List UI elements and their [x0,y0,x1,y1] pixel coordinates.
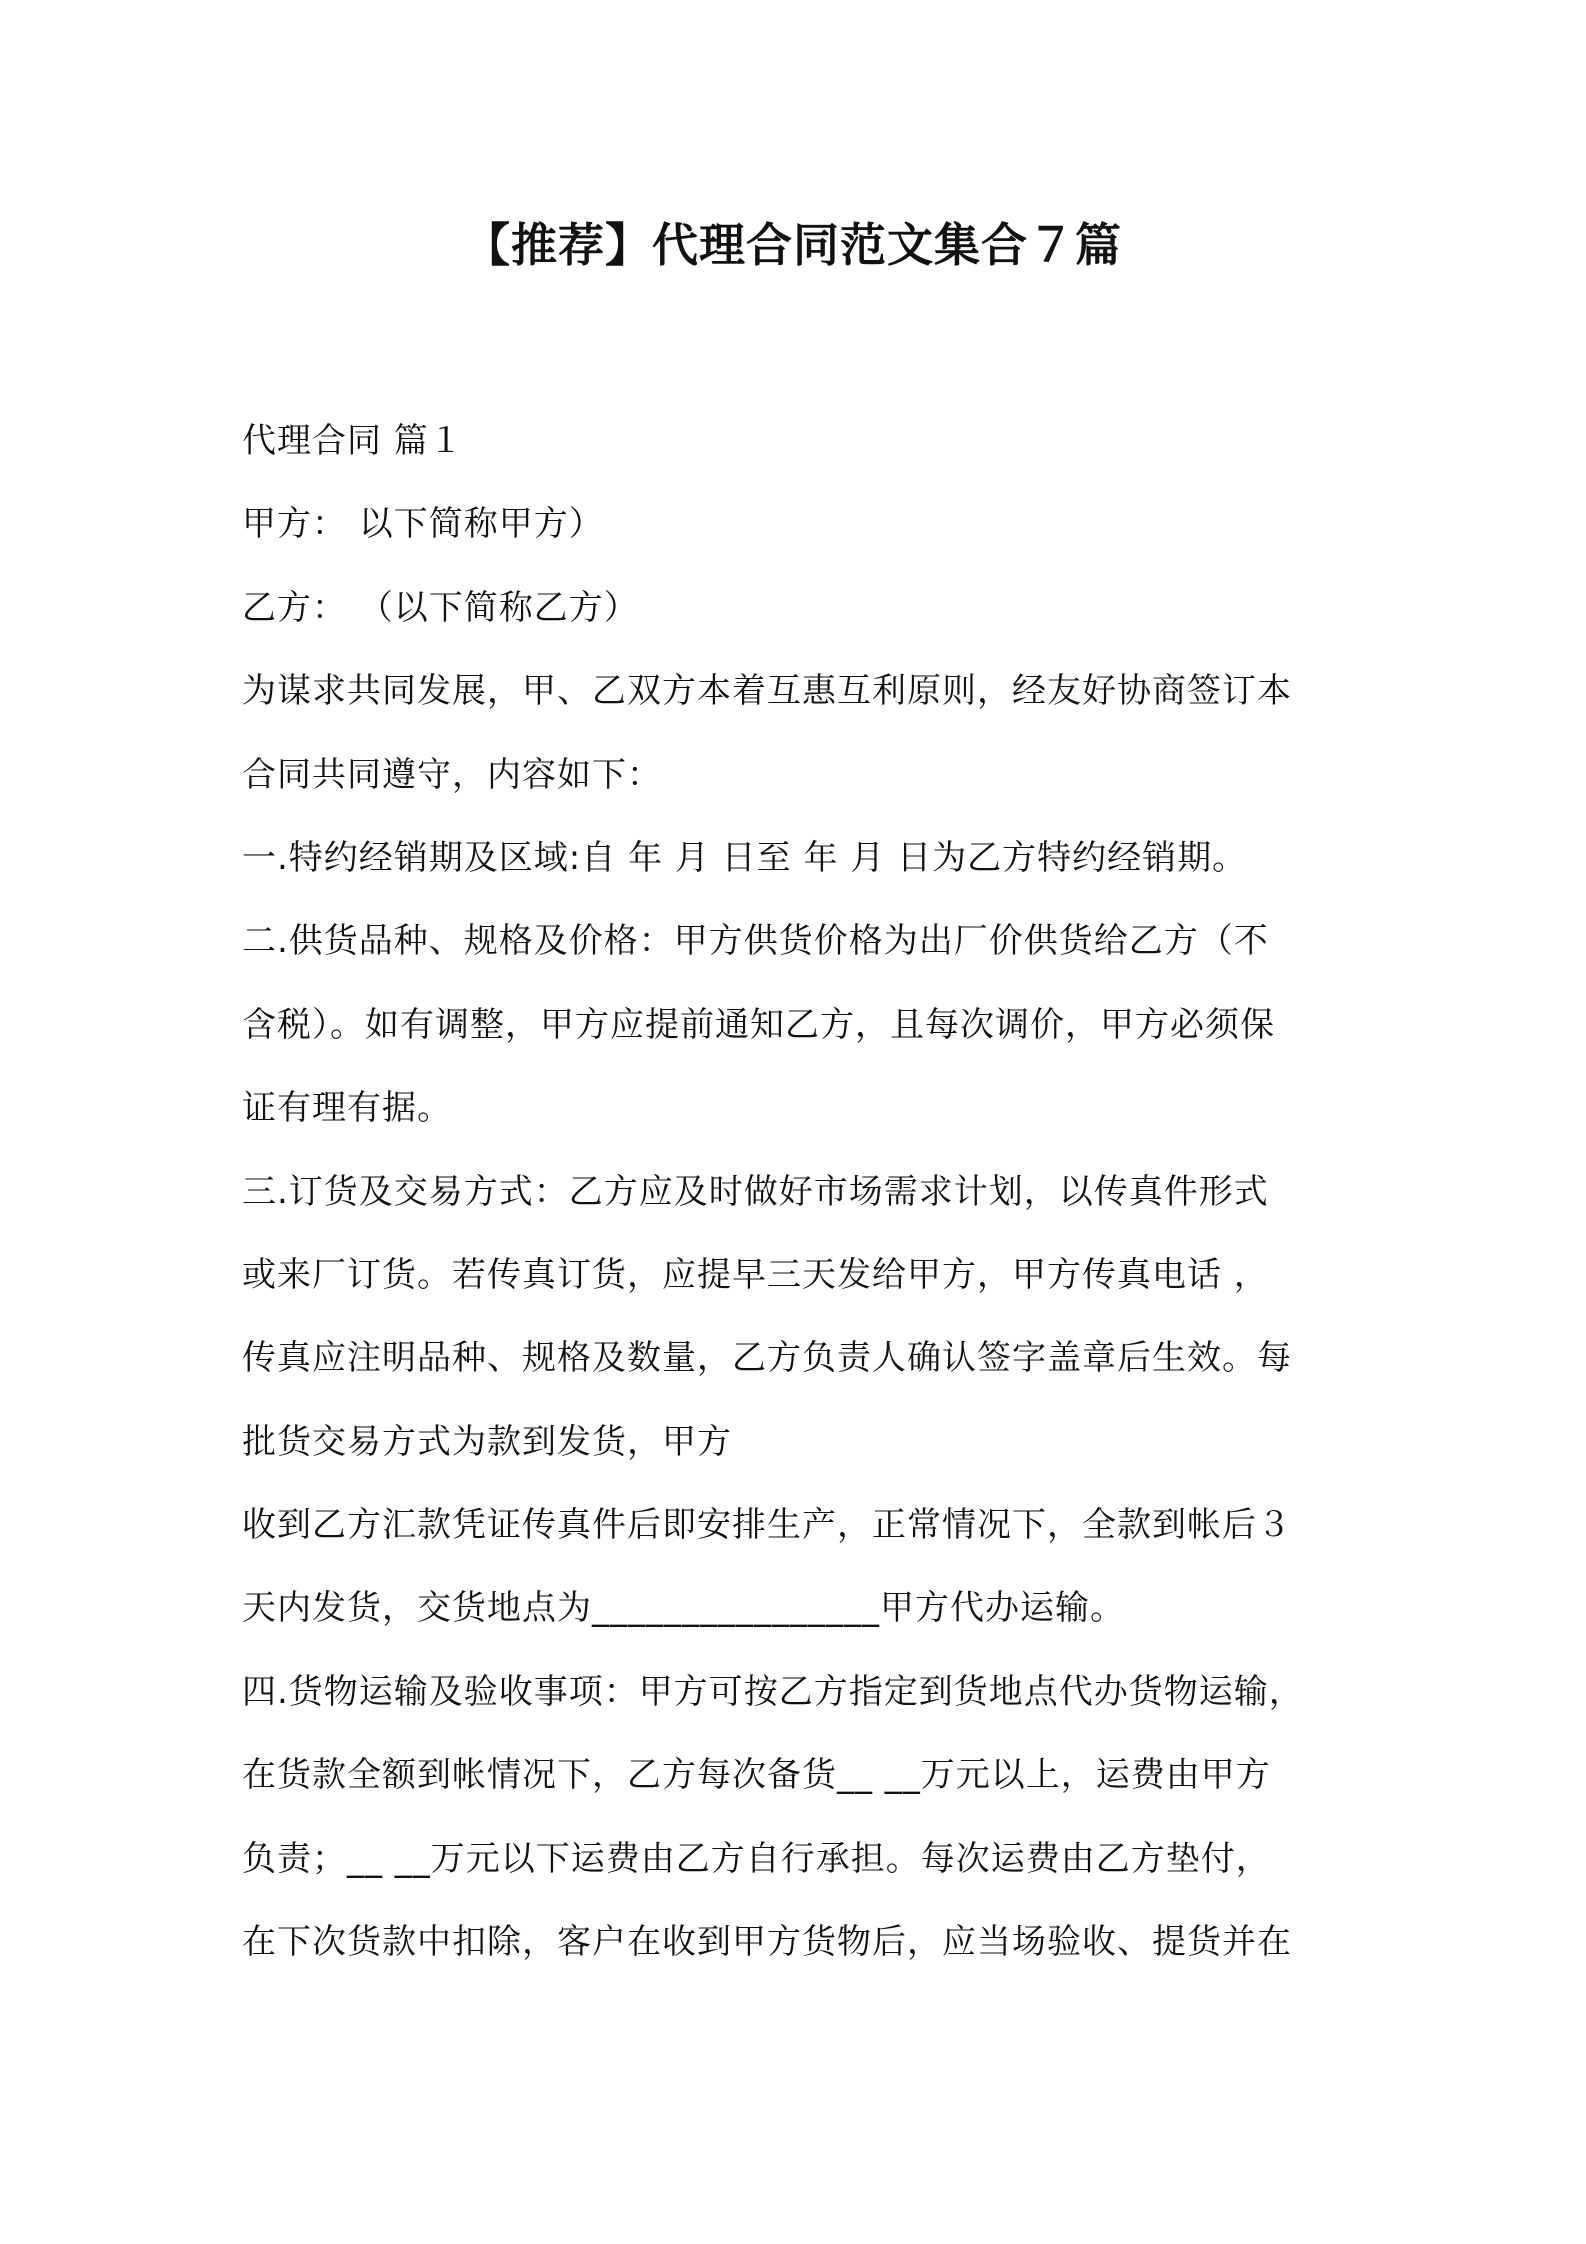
text-line: 收到乙方汇款凭证传真件后即安排生产，正常情况下，全款到帐后３ [242,1505,1292,1546]
text-line: 负责；__ __万元以下运费由乙方自行承担。每次运费由乙方垫付， [242,1838,1271,1879]
text-line: 为谋求共同发展，甲、乙双方本着互惠互利原则，经友好协商签订本 [242,671,1292,712]
text-line: 批货交易方式为款到发货，甲方 [242,1421,732,1462]
text-line: 证有理有据。 [242,1088,452,1129]
clause-1-line: 一.特约经销期及区域:自 年 月 日至 年 月 日为乙方特约经销期。 [242,837,1248,878]
document-title: 【推荐】代理合同范文集合７篇 [464,218,1122,272]
clause-3-line: 三.订货及交易方式：乙方应及时做好市场需求计划，以传真件形式 [242,1171,1269,1212]
text-line: 天内发货，交货地点为________________甲方代办运输。 [242,1588,1125,1629]
party-a-line: 甲方： 以下简称甲方） [242,504,604,545]
party-b-line: 乙方： （以下简称乙方） [242,587,639,628]
text-line: 在货款全额到帐情况下，乙方每次备货__ __万元以上，运费由甲方 [242,1755,1271,1796]
text-line: 传真应注明品种、规格及数量，乙方负责人确认签字盖章后生效。每 [242,1338,1292,1379]
text-line: 含税）。如有调整，甲方应提前通知乙方，且每次调价，甲方必须保 [242,1004,1275,1045]
text-line: 在下次货款中扣除，客户在收到甲方货物后，应当场验收、提货并在 [242,1922,1292,1963]
text-line: 合同共同遵守，内容如下： [242,754,662,795]
clause-4-line: 四.货物运输及验收事项：甲方可按乙方指定到货地点代办货物运输， [242,1671,1304,1712]
document-body [242,400,1362,1984]
section-heading: 代理合同 篇１ [242,421,464,461]
text-line: 或来厂订货。若传真订货，应提早三天发给甲方，甲方传真电话 ， [242,1254,1269,1295]
clause-2-line: 二.供货品种、规格及价格：甲方供货价格为出厂价供货给乙方（不 [242,921,1269,962]
